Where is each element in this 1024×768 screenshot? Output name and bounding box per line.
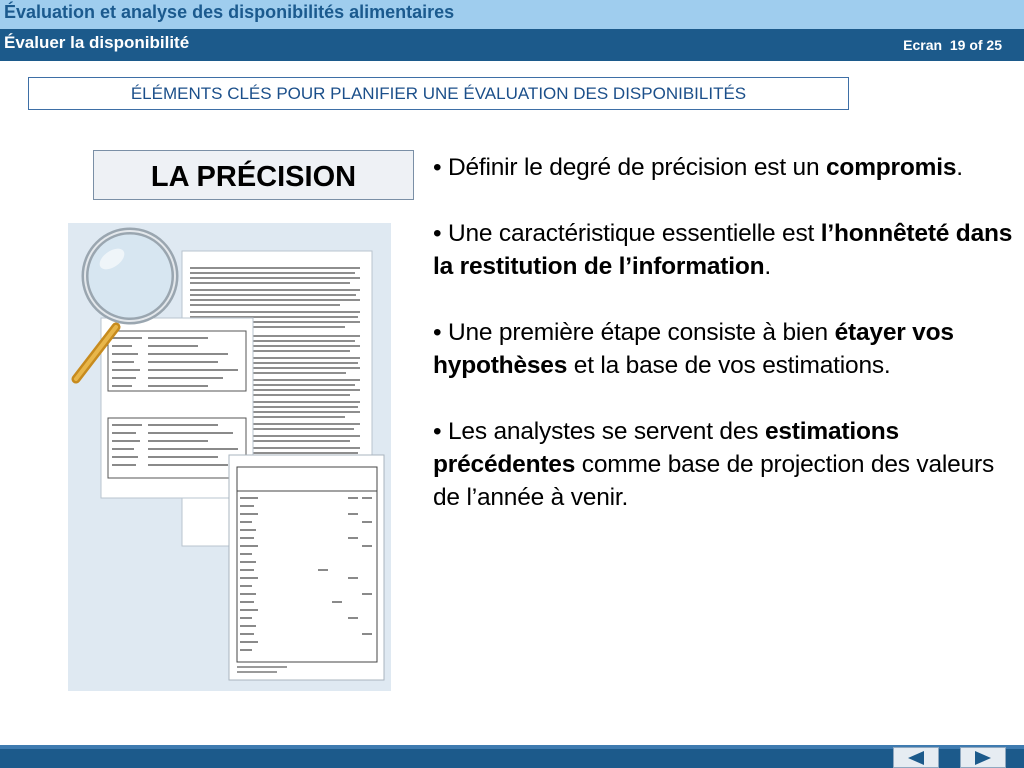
bullet-emphasis: compromis [826,154,957,181]
bullet-text: comme base de projection des valeurs de l’année à venir. [433,451,995,511]
key-elements-banner: ÉLÉMENTS CLÉS POUR PLANIFIER UNE ÉVALUATION DES DISPONIBILITÉS [28,77,849,110]
course-title: Évaluation et analyse des disponibilités alimentaires [4,2,455,22]
bullet-emphasis: étayer vos hypothèses [433,319,954,379]
footer-bar [0,745,1024,768]
screen-counter: Ecran 19 of 25 [903,37,1002,53]
bullet-item [433,316,1013,382]
triangle-left-icon [906,751,926,765]
bullet-text: et la base de vos estimations. [567,352,891,379]
bullet-text: • Une première étape consiste à bien [433,319,835,346]
section-title: Évaluer la disponibilité [4,33,190,52]
bullet-text: . [764,253,771,280]
bullet-text: . [956,154,963,181]
section-bar [0,29,1024,61]
triangle-right-icon [973,751,993,765]
title-bar [0,0,1024,29]
bullet-emphasis: l’honnêteté dans la restitution de l’information [433,220,1013,280]
magnifying-glass-over-documents-icon [68,223,391,691]
footer-highlight [0,745,1024,749]
bullet-list [433,151,1013,547]
bullet-text: • Les analystes se servent des [433,418,765,445]
previous-screen-button[interactable] [893,747,939,768]
bullet-emphasis: estimations précédentes [433,418,899,478]
next-screen-button[interactable] [960,747,1006,768]
bullet-text: • Définir le degré de précision est un [433,154,826,181]
bullet-text: • Une caractéristique essentielle est [433,220,821,247]
bullet-item [433,415,1013,514]
bullet-item [433,217,1013,283]
bullet-item [433,151,1013,184]
precision-heading: LA PRÉCISION [93,150,414,200]
